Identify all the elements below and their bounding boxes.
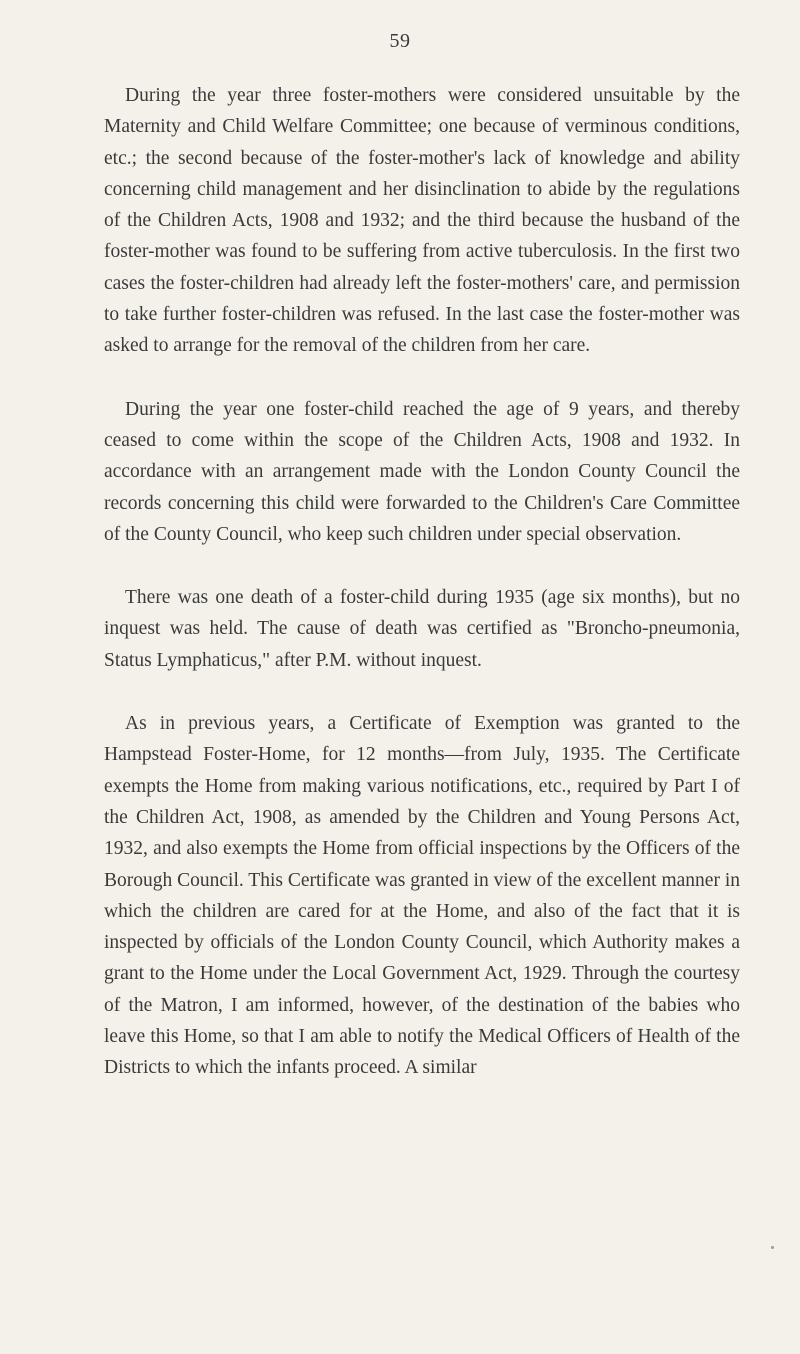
body-text (104, 80, 740, 1084)
paragraph-foster-child-death: There was one death of a foster-child during 1935 (age six months), but no inquest was held. The cause of death was certified as "Broncho-pneumonia, Status Lymphaticus," after P.M. without inquest. (104, 587, 740, 671)
page-number: 59 (389, 30, 411, 52)
paragraph-foster-child-age-limit: During the year one foster-child reached the age of 9 years, and thereby ceased to come within the scope of the Children Acts, 1908 and 1932. In accordance with an arrangement made with the London County Council the records concerning this child were forwarded to the Children's Care Committee of the County Council, who keep such children under special observation. (104, 398, 740, 545)
paragraph-certificate-of-exemption: As in previous years, a Certificate of Exemption was granted to the Hampstead Foster-Home, for 12 months—from July, 1935. The Certificate exempts the Home from making various notifications, etc., required by Part I of the Children Act, 1908, as amended by the Children and Young Persons Act, 1932, and also exempts the Home from official inspections by the Officers of the Borough Council. This Certificate was granted in view of the excellent manner in which the children are cared for at the Home, and also of the fact that it is inspected by officials of the London County Council, which Authority makes a grant to the Home under the Local Government Act, 1929. Through the courtesy of the Matron, I am informed, however, of the destination of the babies who leave this Home, so that I am able to notify the Medical Officers of Health of the Districts to which the infants proceed. A similar (104, 713, 740, 1079)
paragraph-foster-mothers-unsuitable: During the year three foster-mothers were considered unsuitable by the Maternity and Child Welfare Committee; one because of verminous conditions, etc.; the second because of the foster-mother's lack of knowledge and ability concerning child management and her disinclination to abide by the regulations of the Children Acts, 1908 and 1932; and the third because the husband of the foster-mother was found to be suffering from active tuberculosis. In the first two cases the foster-children had already left the foster-mothers' care, and permission to take further foster-children was refused. In the last case the foster-mother was asked to arrange for the removal of the children from her care. (104, 85, 740, 357)
paper-speck (771, 1246, 774, 1249)
